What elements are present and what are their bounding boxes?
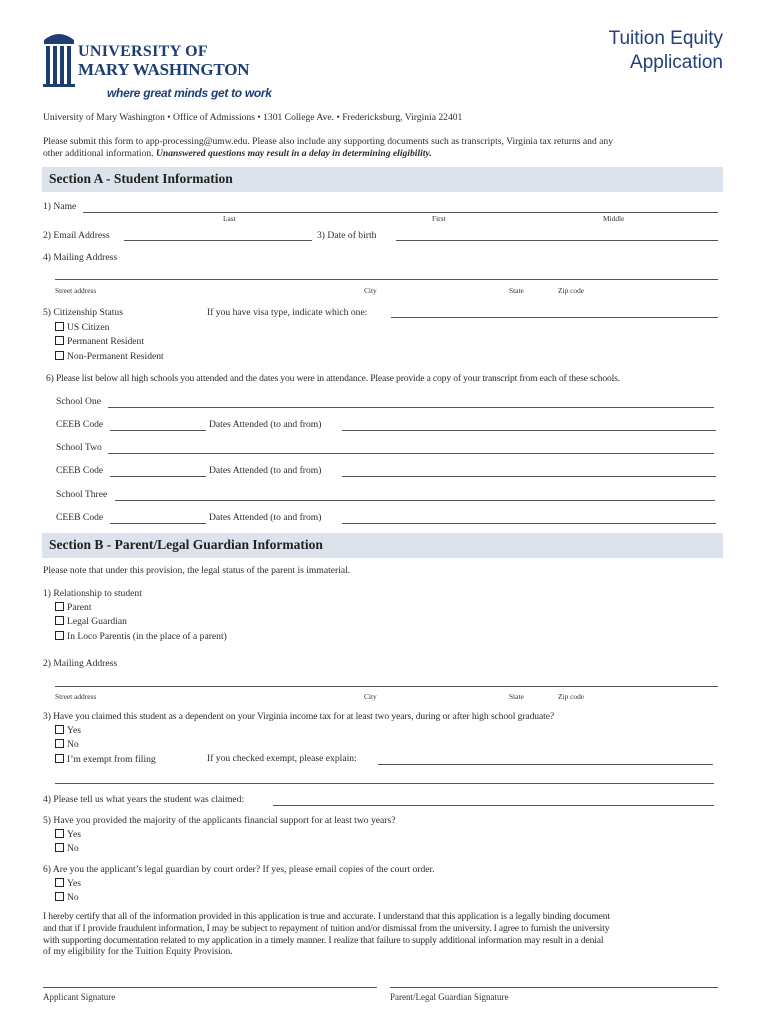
relationship-options [55,601,227,644]
office-address: University of Mary Washington • Office of Admissions • 1301 College Ave. • Fredericksburg, Virginia 22401 [43,112,463,123]
option-no[interactable] [55,842,81,856]
ceeb-1-field[interactable] [110,419,206,431]
checkbox[interactable] [55,878,64,887]
visa-field[interactable] [391,306,718,318]
applicant-signature-label: Applicant Signature [43,992,116,1002]
ceeb-3-field[interactable] [110,512,206,524]
option-yes[interactable] [55,828,81,842]
schools-label: 6) Please list below all high schools you attended and the dates you were in attendance. Please provide a copy of your transcript from each of these schools. [46,373,621,384]
option-label: No [67,739,79,751]
ceeb-2-label: CEEB Code [56,465,104,476]
option-in-loco-parentis[interactable] [55,630,227,644]
logo-line-1: UNIVERSITY OF [78,43,208,60]
dates-3-label: Dates Attended (to and from) [209,512,322,523]
option-label: US Citizen [67,322,110,333]
option-label: Non-Permanent Resident [67,350,164,362]
checkbox[interactable] [55,754,64,763]
building-icon [42,28,76,88]
page-title [520,27,723,75]
ceeb-1-label: CEEB Code [56,419,104,430]
option-parent[interactable] [55,601,227,615]
option-label: Permanent Resident [67,336,144,348]
umw-logo [42,28,250,90]
name-sub-last: Last [223,214,236,223]
option-exempt[interactable] [55,753,156,767]
addr-sub-city: City [364,286,377,295]
instructions-warning: Unanswered questions may result in a delay in determining eligibility. [155,148,432,159]
option-label: I’m exempt from filing [67,753,156,765]
dates-2-field[interactable] [342,465,716,477]
option-label: Yes [67,878,81,889]
option-us-citizen[interactable] [55,321,164,335]
school-one-field[interactable] [108,396,714,408]
q6-label: 6) Are you the applicant’s legal guardian by court order? If yes, please email copies of the court order. [43,864,435,875]
name-sub-middle: Middle [603,214,625,223]
guardian-signature-field[interactable] [390,976,718,988]
q3-options [55,724,156,767]
q6-options [55,877,81,906]
option-label: Yes [67,725,81,736]
q4-field[interactable] [273,794,714,806]
section-a-header [42,167,723,192]
checkbox[interactable] [55,351,64,360]
citizenship-options [55,321,164,364]
tagline: where great minds get to work [107,86,272,100]
dob-field[interactable] [396,229,718,241]
school-three-field[interactable] [115,489,715,501]
q4-label: 4) Please tell us what years the student was claimed: [43,794,245,805]
checkbox[interactable] [55,322,64,331]
option-yes[interactable] [55,877,81,891]
option-label: Legal Guardian [67,616,127,628]
exempt-field-line-2[interactable] [55,772,714,784]
b-addr-sub-zip: Zip code [558,692,585,701]
checkbox[interactable] [55,843,64,852]
section-b-header [42,533,723,558]
instructions [43,136,733,160]
guardian-signature-label: Parent/Legal Guardian Signature [390,992,509,1002]
school-two-label: School Two [56,442,102,453]
exempt-label: If you checked exempt, please explain: [207,753,357,764]
q5-label: 5) Have you provided the majority of the applicants financial support for at least two years? [43,815,396,826]
cert-line-2: and that if I provide fraudulent information, I may be subject to repayment of tuition and/or dismissal from the university. I agree to furnish the university [43,922,610,934]
dates-1-label: Dates Attended (to and from) [209,419,322,430]
school-three-label: School Three [56,489,108,500]
dates-2-label: Dates Attended (to and from) [209,465,322,476]
email-label: 2) Email Address [43,230,110,241]
option-yes[interactable] [55,724,156,738]
dates-3-field[interactable] [342,512,716,524]
checkbox[interactable] [55,725,64,734]
checkbox[interactable] [55,336,64,345]
option-label: In Loco Parentis (in the place of a parent) [67,630,227,642]
exempt-field[interactable] [378,753,713,765]
section-a-heading: Section A - Student Information [49,171,233,186]
name-field[interactable] [83,201,718,213]
applicant-signature-field[interactable] [43,976,377,988]
citizenship-label: 5) Citizenship Status [43,307,123,318]
logo-line-2: MARY WASHINGTON [78,60,250,79]
checkbox[interactable] [55,602,64,611]
option-no[interactable] [55,891,81,905]
school-one-label: School One [56,396,102,407]
option-label: No [67,843,79,855]
option-label: No [67,892,79,904]
option-permanent-resident[interactable] [55,335,164,349]
instructions-line-1: Please submit this form to app-processing@umw.edu. Please also include any supporting documents such as transcripts, Virginia tax returns and any [43,136,614,147]
checkbox[interactable] [55,739,64,748]
cert-line-3: with supporting documentation related to my application in a timely manner. I realize that failure to supply additional information may result in a denial [43,934,604,946]
ceeb-3-label: CEEB Code [56,512,104,523]
option-no[interactable] [55,738,156,752]
addr-sub-street: Street address [55,286,97,295]
b-addr-sub-street: Street address [55,692,97,701]
addr-sub-state: State [509,286,524,295]
checkbox[interactable] [55,616,64,625]
school-two-field[interactable] [108,442,714,454]
section-b-note: Please note that under this provision, the legal status of the parent is immaterial. [43,565,351,576]
option-legal-guardian[interactable] [55,615,227,629]
ceeb-2-field[interactable] [110,465,206,477]
checkbox[interactable] [55,631,64,640]
visa-label: If you have visa type, indicate which one: [207,307,368,318]
mailing-field[interactable] [55,268,718,280]
b-mailing-field[interactable] [55,675,718,687]
instructions-text: other additional information. [43,148,154,159]
name-sub-first: First [432,214,446,223]
name-label: 1) Name [43,201,77,212]
cert-line-1: I hereby certify that all of the information provided in this application is true and accurate. I understand that this application is a legally binding document [43,911,610,922]
title-line-1: Tuition Equity [608,28,723,49]
section-b-heading: Section B - Parent/Legal Guardian Information [49,537,323,552]
dates-1-field[interactable] [342,419,716,431]
b-mailing-label: 2) Mailing Address [43,658,118,669]
instructions-line-2 [43,148,733,160]
cert-line-4: of my eligibility for the Tuition Equity Provision. [43,946,233,958]
dob-label: 3) Date of birth [317,230,377,241]
option-label: Yes [67,829,81,840]
mailing-label: 4) Mailing Address [43,252,118,263]
option-label: Parent [67,602,92,613]
relationship-label: 1) Relationship to student [43,588,142,599]
title-line-2: Application [630,52,723,73]
q5-options [55,828,81,857]
email-field[interactable] [124,229,312,241]
certification-text [43,911,733,958]
q3-label: 3) Have you claimed this student as a dependent on your Virginia income tax for at least two years, during or after high school graduate? [43,711,555,722]
option-non-permanent-resident[interactable] [55,350,164,364]
checkbox[interactable] [55,892,64,901]
checkbox[interactable] [55,829,64,838]
b-addr-sub-state: State [509,692,524,701]
addr-sub-zip: Zip code [558,286,585,295]
b-addr-sub-city: City [364,692,377,701]
